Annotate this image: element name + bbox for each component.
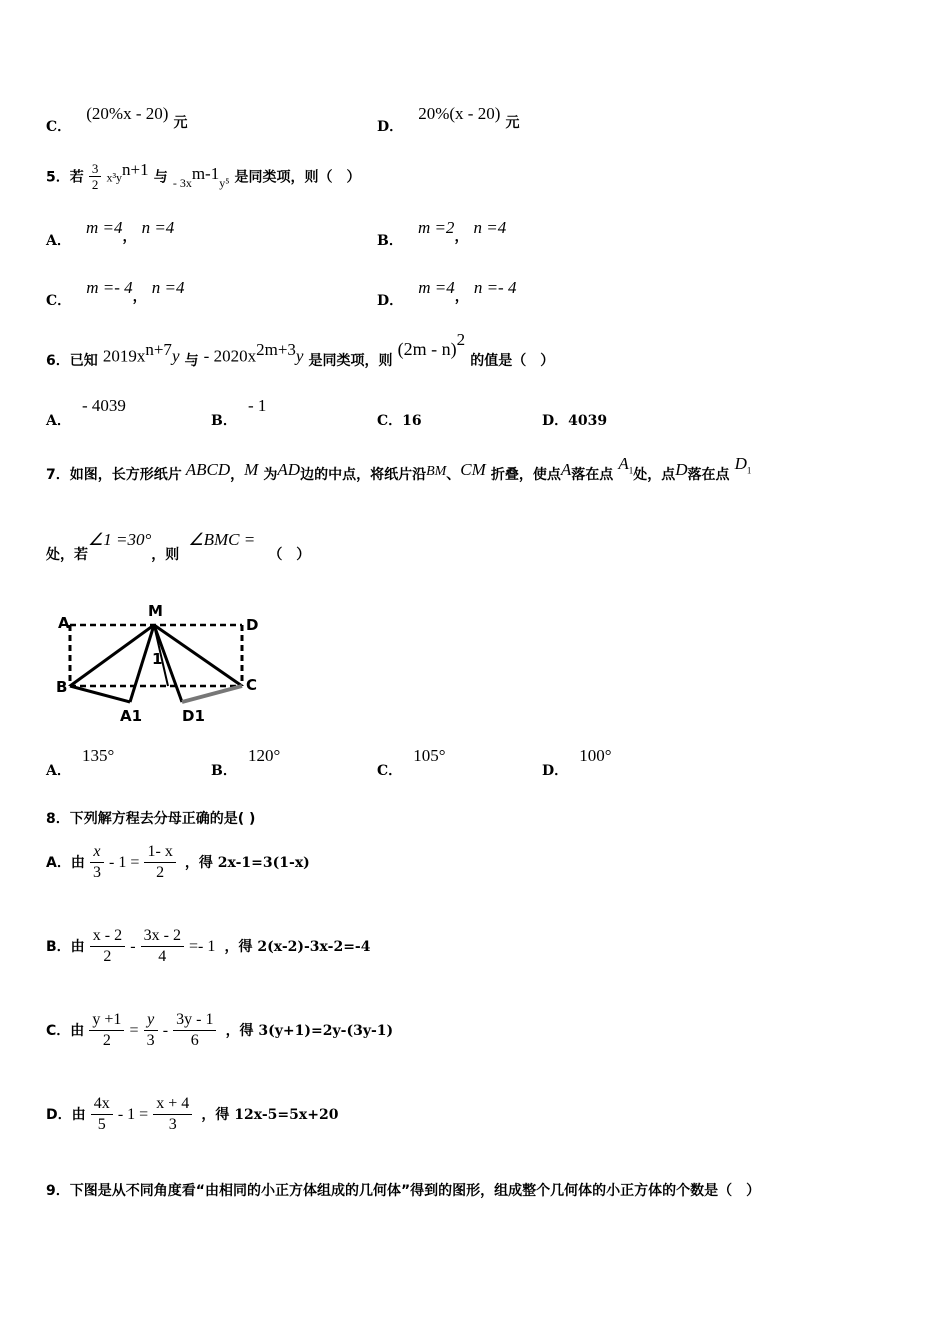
label-d: D [246, 616, 259, 634]
option-label: A． [46, 233, 71, 249]
result: ，得 2(x-2)-3x-2=-4 [224, 939, 371, 955]
term2-tail: y⁵ [219, 176, 230, 191]
option-label: D． [377, 293, 404, 309]
segment-mb [70, 625, 154, 686]
option-value: 4039 [568, 413, 608, 429]
numerator: x [90, 842, 104, 863]
operator: = [129, 1022, 139, 1039]
option-unit: 元 [505, 115, 520, 131]
term2-tail: y [295, 346, 304, 366]
operator: - 1 = [117, 1106, 149, 1123]
angle-bmc: ∠BMC = [188, 530, 256, 549]
q6-stem [46, 330, 555, 370]
denominator: 5 [97, 1116, 106, 1133]
term1-tail: y [171, 346, 180, 366]
q8-option-c [46, 1010, 393, 1051]
separator: ， [454, 289, 469, 305]
stem-suffix: 是同类项，则（ ） [234, 169, 361, 186]
n-value: n =- 4 [473, 278, 517, 297]
term1-exponent: n+7 [145, 340, 172, 359]
q8-option-a [46, 842, 310, 883]
denominator: 6 [190, 1032, 199, 1049]
q7-stem-line2 [46, 530, 311, 563]
point-m: M [244, 460, 259, 479]
label-a1: A1 [120, 707, 143, 725]
denominator: 4 [158, 948, 167, 965]
option-expression: 20%(x - 20) [418, 104, 501, 123]
label-c: C [246, 676, 258, 694]
term1-body: x³y [106, 170, 123, 185]
segment-bm: BM [426, 464, 447, 479]
text-fragment: 、 [446, 467, 461, 483]
fraction-denominator: 2 [91, 177, 99, 193]
option-value: 16 [402, 413, 422, 429]
right-side: =- 1 [189, 938, 216, 955]
fraction-1 [90, 926, 125, 967]
term2: - 2020x [203, 346, 257, 366]
option-label: D． [542, 413, 569, 429]
fraction-3 [173, 1010, 216, 1051]
segment-ba1 [70, 686, 130, 702]
q8-option-b [46, 926, 371, 967]
question-number: 5．若 [46, 169, 84, 186]
text-fragment: ，则 [151, 547, 180, 563]
q5-option-a [46, 218, 175, 249]
segment-cm: CM [460, 460, 486, 479]
option-label: B． [211, 763, 237, 779]
operator: - [130, 938, 136, 955]
n-value: n =4 [473, 218, 507, 237]
text-fragment: 落在点 [571, 467, 614, 483]
stem-suffix: 的值是（ ） [470, 353, 555, 370]
point-d1 [734, 454, 752, 476]
n-value: n =4 [141, 218, 175, 237]
point-a1-letter: A [618, 454, 629, 473]
text-fragment: 处，若 [46, 547, 88, 563]
text-fragment: 边的中点，将纸片沿 [300, 467, 427, 483]
rectangle-name: ABCD [185, 460, 231, 479]
point-d1-subscript: 1 [746, 465, 752, 476]
operator-2: - [162, 1022, 169, 1039]
text-fragment: 折叠，使点 [490, 467, 561, 483]
numerator: x + 4 [153, 1094, 192, 1115]
text-fragment: （ ） [268, 547, 311, 563]
numerator: 4x [91, 1094, 113, 1115]
q7-option-a [46, 746, 115, 779]
term2: - 3x [172, 176, 192, 191]
option-label: C． [377, 413, 403, 429]
result: ，得 12x-5=5x+20 [201, 1107, 339, 1123]
option-label: D．由 [46, 1107, 86, 1123]
angle-1: ∠1 =30° [88, 530, 152, 549]
q6-option-d [542, 410, 607, 430]
denominator: 2 [102, 1032, 111, 1049]
separator: ， [132, 289, 147, 305]
numerator: 1- x [144, 842, 175, 863]
label-b: B [56, 678, 68, 696]
q8-option-d [46, 1094, 338, 1135]
point-a1-subscript: 1 [628, 465, 634, 476]
option-label: C．由 [46, 1023, 85, 1039]
text-fragment: ， [230, 467, 245, 483]
denominator: 3 [146, 1032, 155, 1049]
numerator: 3y - 1 [173, 1010, 216, 1031]
denominator: 2 [103, 948, 112, 965]
option-unit: 元 [173, 115, 188, 131]
fraction-2 [144, 842, 175, 883]
q5-option-b [377, 218, 507, 249]
q7-option-b [211, 746, 281, 779]
option-label: C． [46, 119, 72, 135]
denominator: 3 [92, 864, 101, 881]
q6-option-a [46, 396, 126, 429]
fraction-1 [90, 842, 104, 883]
m-value: m =2 [417, 218, 455, 237]
connector: 与 [153, 169, 168, 186]
result: ，得 2x-1=3(1-x) [184, 855, 310, 871]
fraction-2 [141, 926, 184, 967]
point-d1-letter: D [734, 454, 747, 473]
q4-option-d [377, 104, 520, 135]
numerator: 3x - 2 [141, 926, 184, 947]
expression-exponent: 2 [456, 330, 466, 349]
q7-option-c [377, 746, 446, 779]
segment-ad: AD [277, 460, 301, 479]
point-a: A [560, 460, 572, 479]
numerator: y +1 [89, 1010, 124, 1031]
m-value: m =4 [418, 278, 455, 297]
result: ，得 3(y+1)=2y-(3y-1) [225, 1023, 394, 1039]
n-value: n =4 [151, 278, 185, 297]
point-a1 [618, 454, 634, 476]
option-label: B． [211, 413, 237, 429]
segment-cd1 [182, 686, 242, 702]
fraction-1 [91, 1094, 113, 1135]
q7-figure [50, 598, 280, 728]
label-one: 1 [152, 650, 163, 668]
q6-option-b [211, 396, 267, 429]
stem-middle: 是同类项，则 [308, 353, 393, 370]
q4-option-c [46, 104, 188, 135]
fraction-2 [144, 1010, 158, 1051]
fraction-numerator: 3 [89, 161, 102, 177]
option-label: B． [377, 233, 403, 249]
term1-exponent: n+1 [122, 160, 149, 179]
q6-option-c [377, 410, 422, 430]
option-label: D． [377, 119, 404, 135]
option-value: 100° [579, 746, 612, 765]
point-d: D [675, 460, 688, 479]
q5-option-d [377, 278, 517, 309]
option-label: A． [46, 413, 71, 429]
fraction-2 [153, 1094, 192, 1135]
option-label: A． [46, 763, 71, 779]
option-label: A．由 [46, 855, 85, 871]
expression: (2m - n) [397, 339, 457, 360]
q5-option-c [46, 278, 185, 309]
q9-stem: 9．下图是从不同角度看“由相同的小正方体组成的几何体”得到的图形，组成整个几何体的小正方体的个数是（ ） [46, 1183, 761, 1199]
segment-mc [154, 625, 242, 686]
text-fragment: 7．如图，长方形纸片 [46, 467, 182, 483]
text-fragment: 处，点 [633, 467, 676, 483]
option-value: - 1 [247, 396, 267, 415]
m-value: m =- 4 [86, 278, 133, 297]
option-value: 135° [81, 746, 115, 765]
term2-exponent: 2m+3 [256, 340, 296, 359]
q7-stem-line1 [46, 454, 752, 483]
denominator: 2 [156, 864, 165, 881]
fraction-1 [89, 1010, 124, 1051]
segment-ma1 [130, 625, 154, 702]
q7-option-d [542, 746, 612, 779]
option-value: - 4039 [81, 396, 126, 415]
option-label: C． [46, 293, 72, 309]
option-value: 105° [413, 746, 446, 765]
operator: - 1 = [109, 854, 140, 871]
q5-stem [46, 160, 361, 192]
fraction [89, 161, 102, 192]
label-m: M [148, 602, 163, 620]
separator: ， [122, 229, 137, 245]
numerator: y [144, 1010, 158, 1031]
denominator: 3 [168, 1116, 177, 1133]
connector: 与 [184, 353, 199, 370]
option-expression: (20%x - 20) [86, 104, 169, 123]
label-d1: D1 [182, 707, 205, 725]
text-fragment: 为 [263, 467, 278, 483]
separator: ， [454, 229, 469, 245]
option-value: 120° [247, 746, 281, 765]
label-a: A [58, 614, 70, 632]
question-number: 6．已知 [46, 353, 98, 370]
text-fragment: 落在点 [687, 467, 730, 483]
q8-stem: 8．下列解方程去分母正确的是( ) [46, 811, 256, 827]
option-label: D． [542, 763, 569, 779]
option-label: B．由 [46, 939, 85, 955]
term2-exponent: m-1 [191, 164, 220, 183]
option-label: C． [377, 763, 403, 779]
term1: 2019x [102, 346, 146, 366]
m-value: m =4 [85, 218, 123, 237]
numerator: x - 2 [90, 926, 125, 947]
